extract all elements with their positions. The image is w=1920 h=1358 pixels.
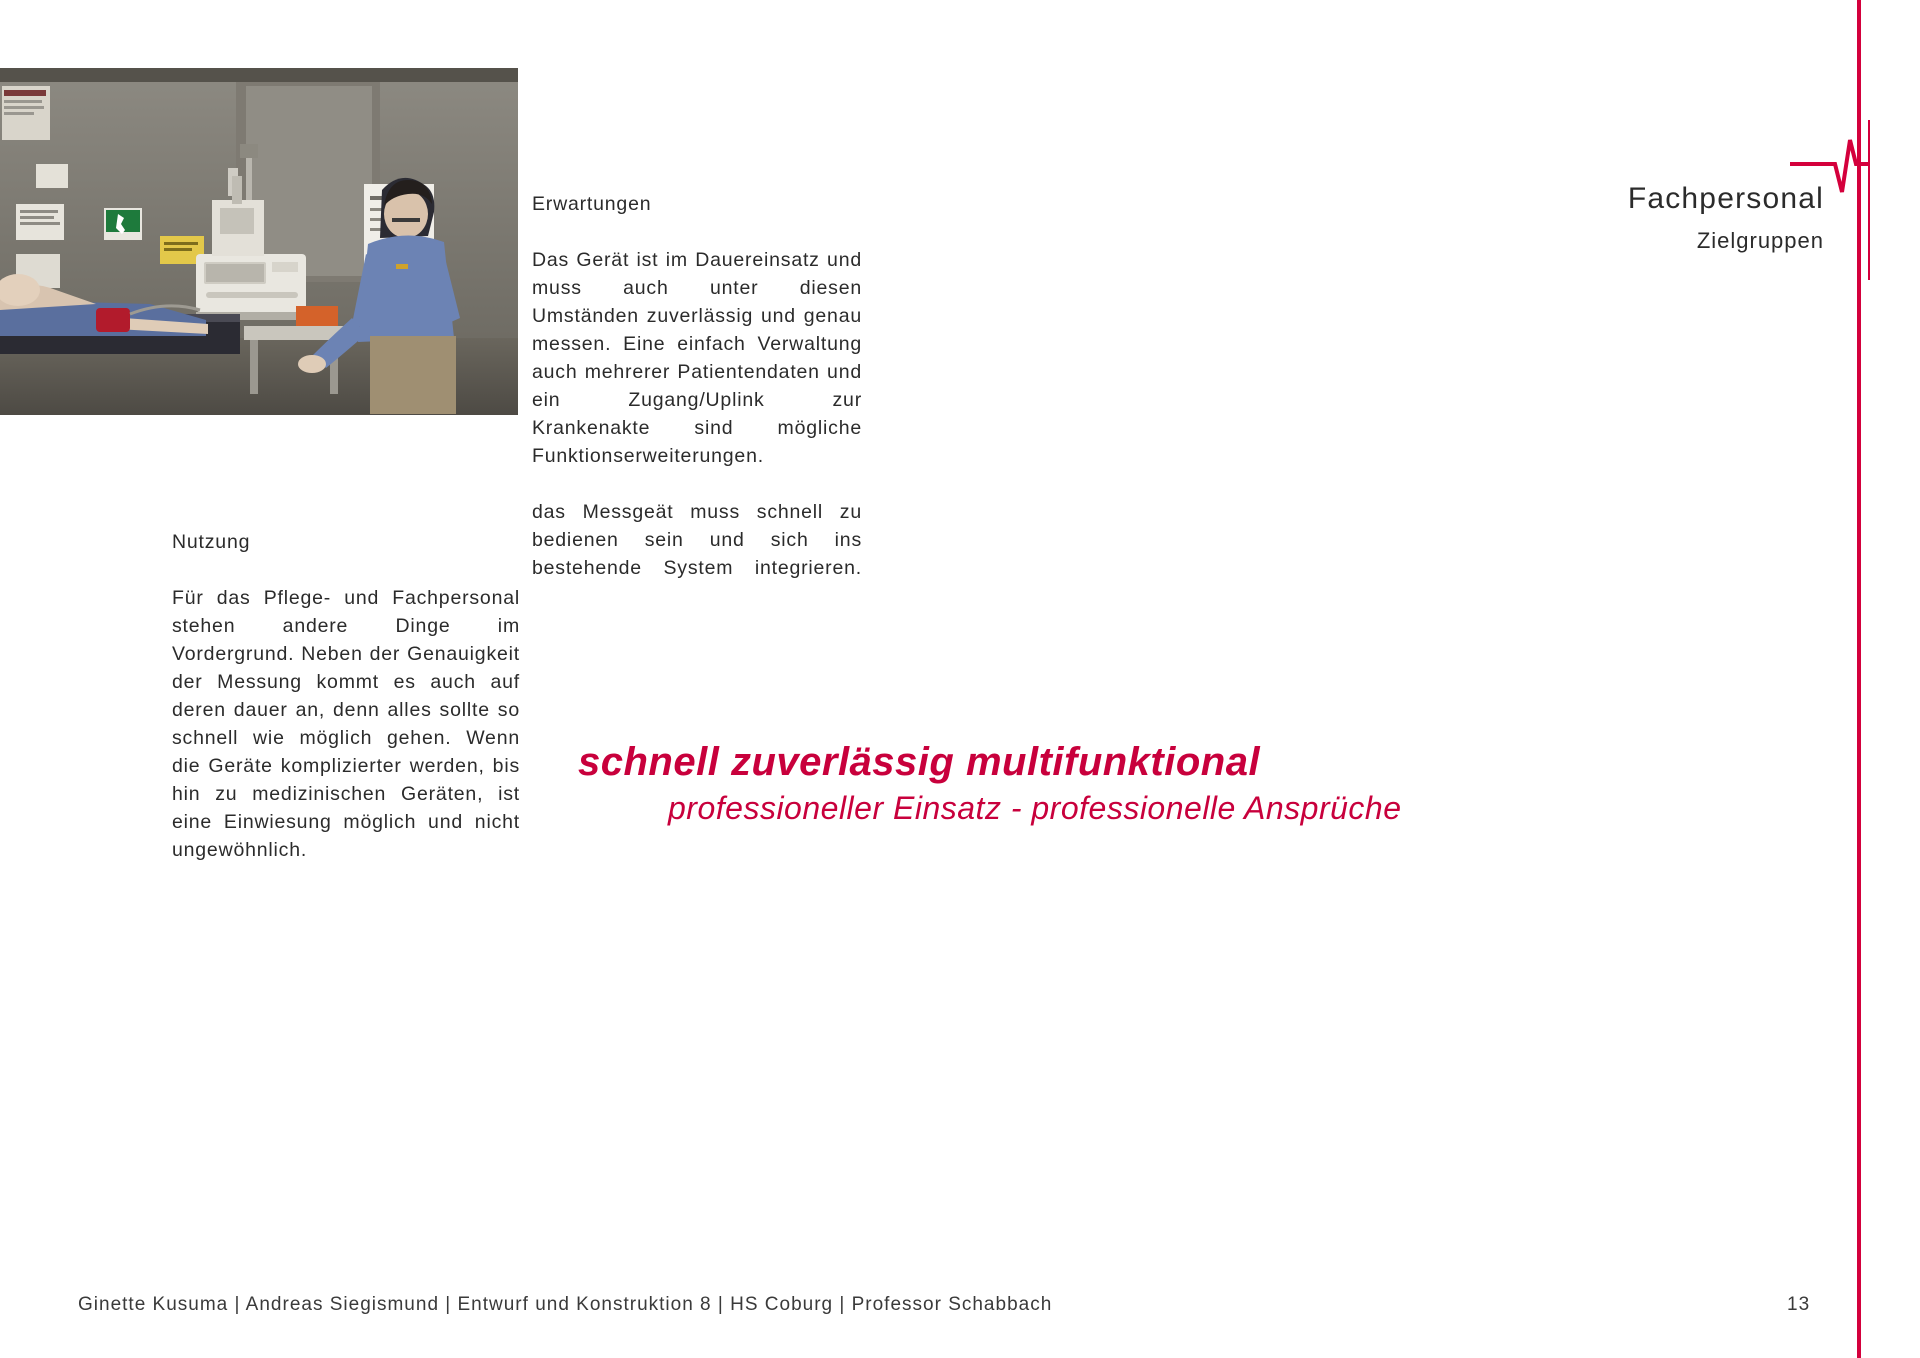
column-nutzung (172, 528, 520, 892)
slogan-primary: schnell zuverlässig multifunktional (578, 740, 1261, 784)
hospital-measurement-photo (0, 68, 518, 415)
footer-credits: Ginette Kusuma | Andreas Siegismund | Entwurf und Konstruktion 8 | HS Coburg | Professor Schabbach (78, 1294, 1053, 1315)
pulse-line-icon (1790, 120, 1870, 280)
column-erwartungen (532, 190, 862, 610)
heading-nutzung: Nutzung (172, 531, 251, 553)
slogan-secondary: professioneller Einsatz - professionelle Ansprüche (668, 790, 1402, 826)
body-erwartungen-1: Das Gerät ist im Dauereinsatz und muss auch unter diesen Umständen zuverlässig und genau messen. Eine einfach Verwaltung auch mehrerer Patientendaten und ein Zugang/Uplink zur Krankenakte sind mögliche Funktionserweiterungen. (532, 249, 862, 467)
photo-illustration (0, 68, 518, 415)
body-erwartungen-2: das Messgeät muss schnell zu bedienen sein und sich ins bestehende System integrieren. (532, 501, 862, 579)
body-nutzung: Für das Pflege- und Fachpersonal stehen andere Dinge im Vordergrund. Neben der Genauigkeit der Messung kommt es auch auf deren dauer an, denn alles sollte so schnell wie möglich gehen. Wenn die Geräte komplizierter werden, bis hin zu medizinischen Geräten, ist eine Einwiesung möglich und nicht ungewöhnlich. (172, 587, 520, 861)
page-number: 13 (1787, 1294, 1811, 1315)
heading-erwartungen: Erwartungen (532, 193, 652, 215)
page-title: Fachpersonal (1627, 182, 1824, 215)
page-subtitle: Zielgruppen (1696, 228, 1824, 253)
